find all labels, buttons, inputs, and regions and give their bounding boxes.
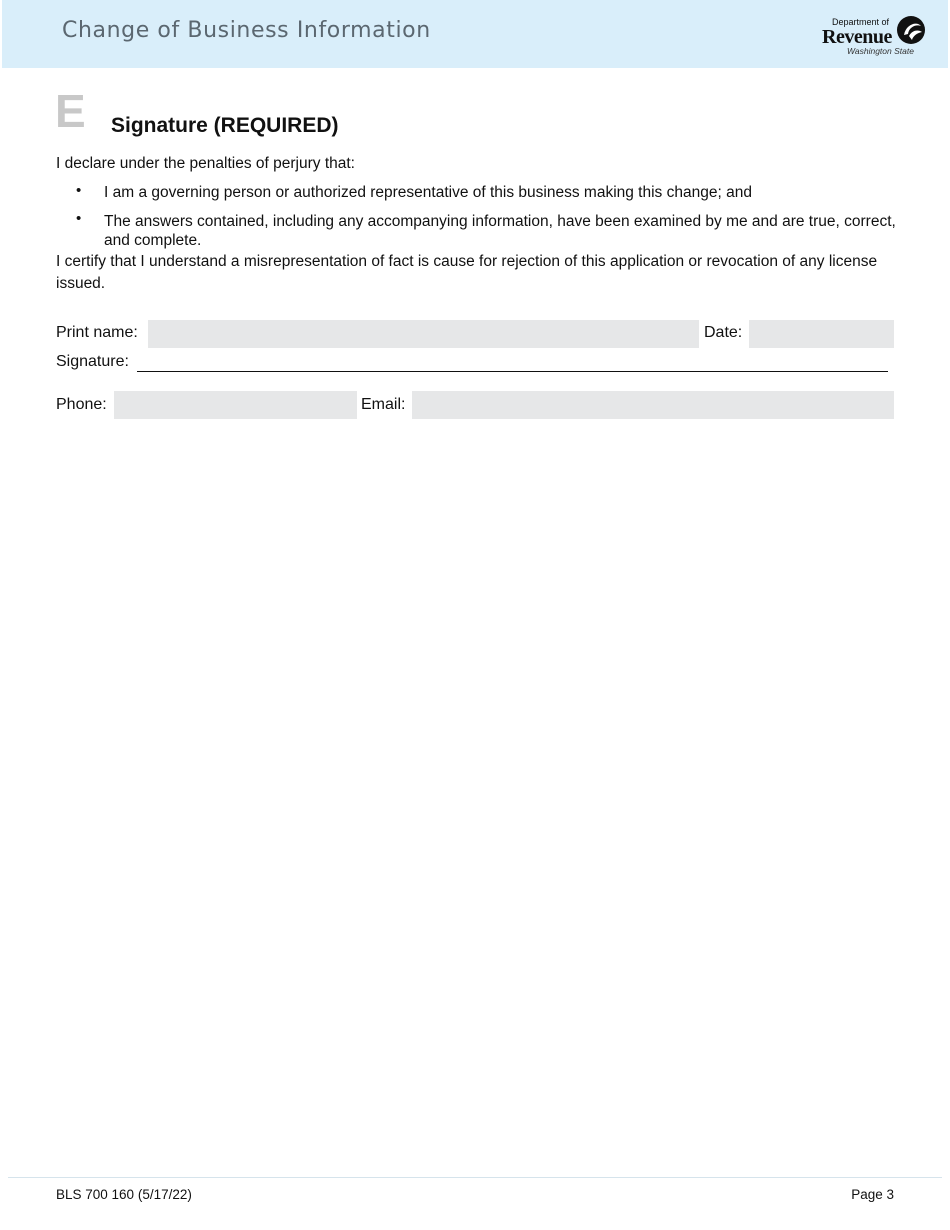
bullet-marker: • [76,210,82,227]
declaration-bullet: I am a governing person or authorized representative of this business making this change; and [104,184,752,201]
declaration-intro: I declare under the penalties of perjury that: [56,155,355,172]
bullet-marker: • [76,182,82,199]
email-input[interactable] [412,391,894,419]
signature-line[interactable] [137,371,888,372]
page-header [2,0,948,68]
phone-input[interactable] [114,391,357,419]
print-name-label: Print name: [56,324,138,341]
declaration-bullet: The answers contained, including any accompanying information, have been examined by me and are true, correct, and complete. [104,213,896,249]
revenue-swirl-icon [895,14,927,46]
print-name-input[interactable] [148,320,699,348]
phone-label: Phone: [56,396,107,413]
footer-divider [8,1177,942,1178]
dor-logo [820,12,930,58]
logo-state-text: Washington State [847,46,914,56]
date-label: Date: [704,324,743,341]
form-id: BLS 700 160 (5/17/22) [56,1187,192,1202]
email-label: Email: [361,396,406,413]
logo-revenue-text: Revenue [822,26,892,48]
logo-department-text: Department of [832,17,890,27]
signature-label: Signature: [56,353,129,370]
certification-text: I certify that I understand a misrepresentation of fact is cause for rejection of this application or revocation of any license issued. [56,253,878,292]
page-title: Change of Business Information [62,18,431,43]
date-input[interactable] [749,320,894,348]
section-title: Signature (REQUIRED) [111,114,339,137]
page-number: Page 3 [851,1187,894,1202]
section-letter: E [55,85,86,137]
